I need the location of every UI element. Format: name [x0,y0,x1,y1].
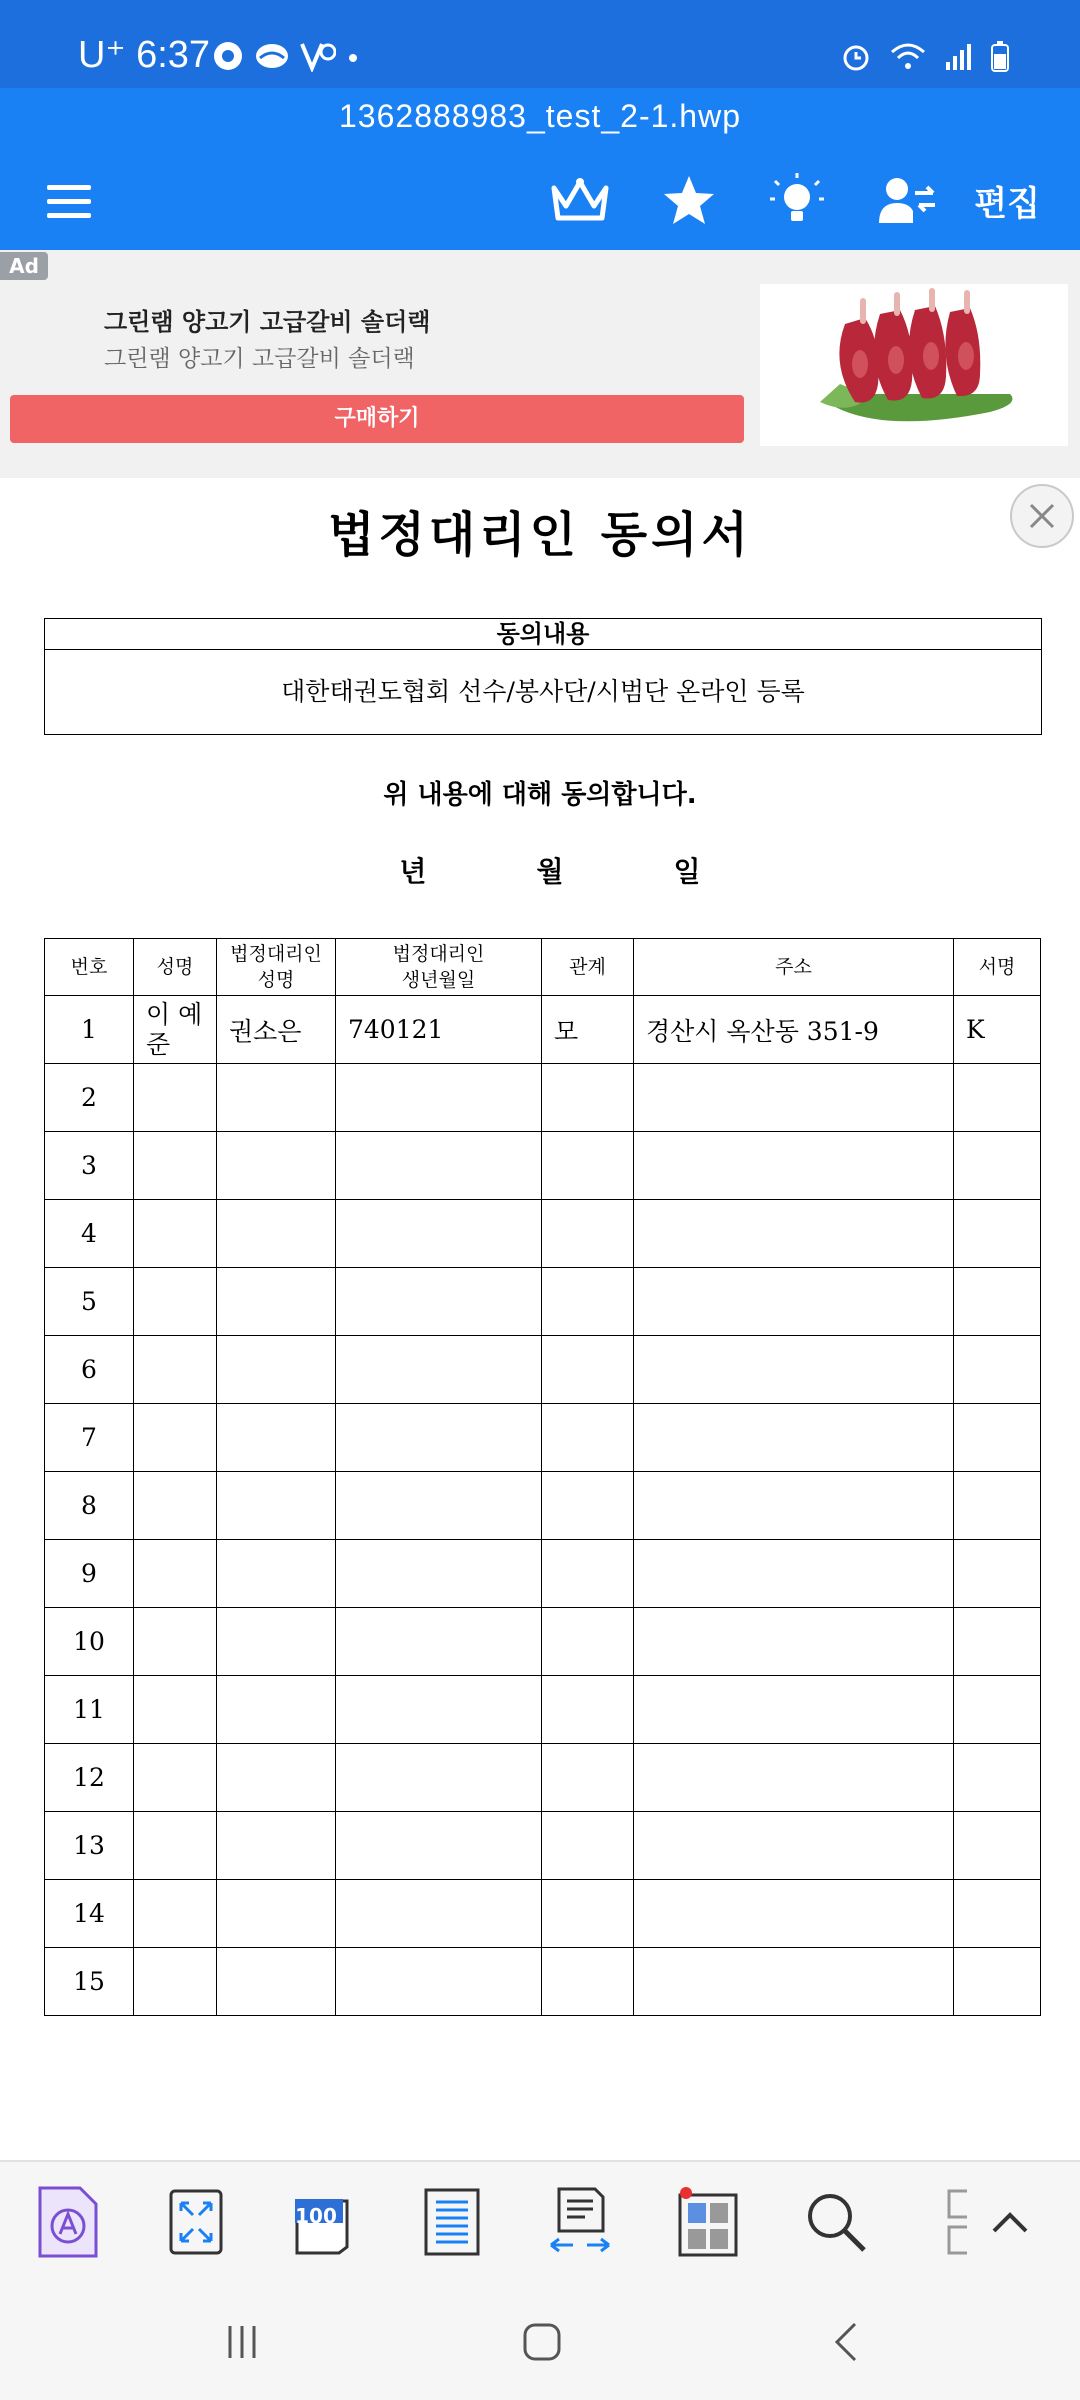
thumbnails-button[interactable] [668,2182,748,2262]
dot-icon [346,40,360,72]
reflow-icon [545,2187,615,2257]
chevron-up-icon [990,2207,1030,2237]
row-number-cell: 13 [45,1812,134,1880]
crown-icon [550,176,610,226]
bottom-toolbar [0,2160,1080,2282]
address-cell [634,1336,954,1404]
signature-cell [954,1472,1041,1540]
status-bar [0,0,1080,88]
name-cell [134,1472,217,1540]
grid-view-icon [676,2187,740,2257]
name-cell [134,1268,217,1336]
guardian-name-cell [217,1812,336,1880]
signature-cell [954,1268,1041,1336]
relation-cell [542,1812,634,1880]
name-cell [134,1064,217,1132]
guardian-name-cell [217,1540,336,1608]
table-row [45,996,1041,1064]
address-cell [634,1132,954,1200]
name-cell [134,1540,217,1608]
signature-cell [954,1812,1041,1880]
agree-statement: 위 내용에 대해 동의합니다. [383,780,697,810]
consent-box [44,618,1042,735]
address-cell [634,1404,954,1472]
address-cell [634,1540,954,1608]
lamb-chops-image [760,284,1068,446]
row-number-cell: 9 [45,1540,134,1608]
guardian-birth-cell [336,1608,542,1676]
relation-cell [542,1064,634,1132]
guardian-name-cell [217,1268,336,1336]
app-notification-icon [300,40,336,72]
header-relation: 관계 [542,939,634,996]
header-guardian-birth-line2: 생년월일 [401,969,476,991]
signature-cell [954,1744,1041,1812]
row-number-cell: 15 [45,1948,134,2016]
menu-button[interactable] [34,166,104,236]
table-row [45,1948,1041,2016]
zoom-button[interactable] [282,2182,362,2262]
table-row [45,1268,1041,1336]
guardian-name-cell [217,1472,336,1540]
date-year: 년 [399,855,427,888]
address-cell [634,1472,954,1540]
alarm-icon [840,40,872,72]
signature-cell [954,1948,1041,2016]
name-cell [134,1132,217,1200]
header-no: 번호 [45,939,134,996]
row-number-cell: 3 [45,1132,134,1200]
ad-badge: Ad [0,252,48,280]
system-icons [840,40,1010,72]
date-line [0,850,1080,890]
signature-cell [954,1404,1041,1472]
signature-cell [954,1880,1041,1948]
ai-document-icon [36,2186,100,2258]
relation-cell [542,1948,634,2016]
address-cell [634,1676,954,1744]
fit-screen-button[interactable] [156,2182,236,2262]
row-number-cell: 12 [45,1744,134,1812]
guardian-birth-cell [336,1064,542,1132]
table-row [45,1064,1041,1132]
header-address: 주소 [634,939,954,996]
home-icon [522,2322,562,2362]
row-number-cell: 4 [45,1200,134,1268]
address-cell [634,1744,954,1812]
clock: 6:37 [136,34,211,76]
header-guardian-birth [336,939,542,996]
name-cell [134,1880,217,1948]
signature-cell [954,1200,1041,1268]
table-header-row [45,939,1041,996]
guardian-name-cell [217,1948,336,2016]
guardian-birth-cell [336,1472,542,1540]
guardian-birth-cell [336,1880,542,1948]
guardian-name-cell: 권소은 [217,996,336,1064]
name-cell [134,1200,217,1268]
guardian-birth-cell: 740121 [336,996,542,1064]
date-month: 월 [536,855,564,888]
table-row [45,1608,1041,1676]
header-guardian-name-line1: 법정대리인 [230,943,322,965]
recent-apps-button[interactable] [212,2312,272,2372]
relation-cell: 모 [542,996,634,1064]
table-row [45,1472,1041,1540]
name-cell [134,1948,217,2016]
address-cell [634,1608,954,1676]
date-day: 일 [673,855,701,888]
header-guardian-name [217,939,336,996]
signature-cell [954,1132,1041,1200]
row-number-cell: 5 [45,1268,134,1336]
guardian-name-cell [217,1132,336,1200]
relation-cell [542,1132,634,1200]
guardian-name-cell [217,1676,336,1744]
relation-cell [542,1880,634,1948]
back-icon [831,2320,861,2364]
name-cell: 이 예 준 [134,996,217,1064]
address-cell [634,1812,954,1880]
signature-cell [954,1336,1041,1404]
name-cell [134,1744,217,1812]
guardian-birth-cell [336,1336,542,1404]
guardian-birth-cell [336,1268,542,1336]
zoom-badge: 100 [295,2204,337,2228]
guardian-name-cell [217,1336,336,1404]
relation-cell [542,1608,634,1676]
expand-toolbar-button[interactable] [970,2182,1050,2262]
relation-cell [542,1268,634,1336]
search-icon [804,2190,868,2254]
document-title: 법정대리인 동의서 [328,507,752,563]
name-cell [134,1336,217,1404]
table-body [45,996,1041,2016]
ai-assist-button[interactable] [28,2182,108,2262]
address-cell [634,1064,954,1132]
relation-cell [542,1676,634,1744]
table-row [45,1540,1041,1608]
edit-button[interactable]: 편집 [974,184,1040,224]
address-cell: 경산시 옥산동 351-9 [634,996,954,1064]
consent-header: 동의내용 [45,619,1041,650]
guardian-table [44,938,1041,2016]
guardian-birth-cell [336,1404,542,1472]
back-button[interactable] [816,2312,876,2372]
star-icon [661,173,717,229]
guardian-birth-cell [336,1744,542,1812]
row-number-cell: 8 [45,1472,134,1540]
name-cell [134,1608,217,1676]
tips-button[interactable] [762,166,832,236]
cloud-icon [254,40,290,72]
share-user-button[interactable] [872,166,942,236]
guardian-birth-cell [336,1676,542,1744]
battery-icon [990,40,1010,72]
guardian-name-cell [217,1880,336,1948]
table-row [45,1404,1041,1472]
table-row [45,1676,1041,1744]
name-cell [134,1404,217,1472]
row-number-cell: 11 [45,1676,134,1744]
address-cell [634,1948,954,2016]
row-number-cell: 1 [45,996,134,1064]
signature-cell [954,1064,1041,1132]
guardian-birth-cell [336,1812,542,1880]
favorite-button[interactable] [654,166,724,236]
header-guardian-birth-line1: 법정대리인 [392,943,485,965]
signature-cell: K [954,996,1041,1064]
ad-subtitle: 그린램 양고기 고급갈비 솔더랙 [104,346,415,372]
guardian-name-cell [217,1744,336,1812]
name-cell [134,1676,217,1744]
guardian-name-cell [217,1404,336,1472]
address-cell [634,1880,954,1948]
wifi-icon [890,40,926,72]
guardian-birth-cell [336,1540,542,1608]
signal-icon [944,40,972,72]
row-number-cell: 10 [45,1608,134,1676]
table-row [45,1336,1041,1404]
document-lines-icon [424,2188,480,2256]
ad-banner[interactable] [0,250,1080,480]
table-row [45,1200,1041,1268]
address-cell [634,1268,954,1336]
relation-cell [542,1336,634,1404]
recents-icon [222,2322,262,2362]
table-row [45,1880,1041,1948]
user-switch-icon [877,173,937,229]
header-guardian-name-line2: 성명 [257,969,295,991]
header-name: 성명 [134,939,217,996]
relation-cell [542,1200,634,1268]
premium-button[interactable] [545,166,615,236]
ad-title[interactable]: 그린램 양고기 고급갈비 솔더랙 [104,308,431,336]
guardian-name-cell [217,1200,336,1268]
relation-cell [542,1744,634,1812]
guardian-birth-cell [336,1948,542,2016]
row-number-cell: 7 [45,1404,134,1472]
consent-body: 대한태권도협회 선수/봉사단/시범단 온라인 등록 [281,677,805,706]
chrome-icon [212,40,244,72]
expand-icon [169,2189,223,2255]
system-nav-bar [0,2282,1080,2400]
reflow-button[interactable] [540,2182,620,2262]
table-row [45,1132,1041,1200]
header-signature: 서명 [954,939,1041,996]
page-layout-button[interactable] [412,2182,492,2262]
bracket-icon [941,2187,971,2257]
guardian-name-cell [217,1064,336,1132]
relation-cell [542,1540,634,1608]
table-row [45,1744,1041,1812]
guardian-birth-cell [336,1200,542,1268]
name-cell [134,1812,217,1880]
relation-cell [542,1404,634,1472]
address-cell [634,1200,954,1268]
carrier-label: U⁺ [78,34,126,76]
relation-cell [542,1472,634,1540]
table-row [45,1812,1041,1880]
notification-icons [212,40,360,72]
hamburger-icon [45,181,93,221]
row-number-cell: 14 [45,1880,134,1948]
row-number-cell: 6 [45,1336,134,1404]
app-bar [0,88,1080,250]
ad-buy-button[interactable]: 구매하기 [10,395,744,443]
document-filename: 1362888983_test_2-1.hwp [339,98,741,134]
guardian-birth-cell [336,1132,542,1200]
signature-cell [954,1676,1041,1744]
row-number-cell: 2 [45,1064,134,1132]
signature-cell [954,1608,1041,1676]
signature-cell [954,1540,1041,1608]
guardian-name-cell [217,1608,336,1676]
ad-image[interactable] [760,284,1068,446]
status-time [78,32,210,77]
lightbulb-icon [767,171,827,231]
home-button[interactable] [512,2312,572,2372]
search-button[interactable] [796,2182,876,2262]
